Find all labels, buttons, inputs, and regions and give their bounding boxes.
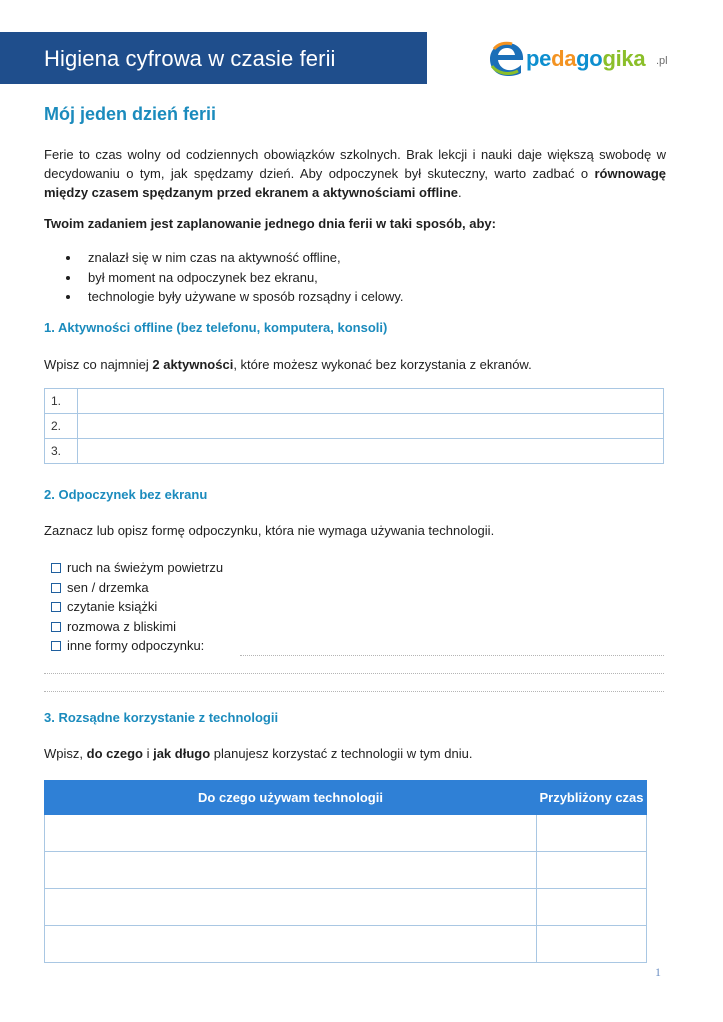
goals-list	[66, 248, 404, 307]
section-1-heading: 1. Aktywności offline (bez telefonu, komputera, konsoli)	[44, 320, 388, 335]
technology-usage-table	[44, 780, 647, 963]
column-header-purpose: Do czego używam technologii	[45, 781, 537, 815]
other-rest-write-line[interactable]	[44, 673, 664, 674]
table-row	[45, 439, 664, 464]
table-row	[45, 926, 647, 963]
list-item: technologie były używane w sposób rozsądny i celowy.	[66, 287, 404, 307]
row-number: 2.	[45, 414, 78, 439]
purpose-input-cell[interactable]	[45, 815, 537, 852]
checkbox-option[interactable]: inne formy odpoczynku:	[51, 636, 223, 656]
section-1-instruction: Wpisz co najmniej 2 aktywności, które możesz wykonać bez korzystania z ekranów.	[44, 357, 532, 372]
checkbox-option[interactable]: ruch na świeżym powietrzu	[51, 558, 223, 578]
epedagogika-logo	[488, 40, 678, 80]
checkbox-option[interactable]: sen / drzemka	[51, 578, 223, 598]
row-number: 1.	[45, 389, 78, 414]
purpose-input-cell[interactable]	[45, 852, 537, 889]
purpose-input-cell[interactable]	[45, 889, 537, 926]
activity-input-cell[interactable]	[78, 389, 664, 414]
other-rest-write-line[interactable]	[44, 691, 664, 692]
time-input-cell[interactable]	[537, 926, 647, 963]
table-row	[45, 889, 647, 926]
purpose-input-cell[interactable]	[45, 926, 537, 963]
page-title: Mój jeden dzień ferii	[44, 104, 217, 124]
time-input-cell[interactable]	[537, 852, 647, 889]
document-header-title: Higiena cyfrowa w czasie ferii	[44, 46, 336, 71]
section-2-instruction: Zaznacz lub opisz formę odpoczynku, która nie wymaga używania technologii.	[44, 523, 495, 538]
task-statement: Twoim zadaniem jest zaplanowanie jednego dnia ferii w taki sposób, aby:	[44, 216, 496, 231]
logo-domain-suffix: .pl	[656, 55, 668, 67]
list-item: znalazł się w nim czas na aktywność offline,	[66, 248, 404, 268]
checkbox-option[interactable]: rozmowa z bliskimi	[51, 617, 223, 637]
table-row	[45, 389, 664, 414]
table-header-row	[45, 781, 647, 815]
row-number: 3.	[45, 439, 78, 464]
table-row	[45, 852, 647, 889]
rest-options-list	[51, 558, 223, 656]
table-row	[45, 414, 664, 439]
activity-input-cell[interactable]	[78, 414, 664, 439]
page-number: 1	[655, 965, 661, 979]
checkbox-icon[interactable]	[51, 622, 61, 632]
logo-wordmark: pedagogika	[526, 46, 646, 71]
other-rest-write-line[interactable]	[240, 655, 664, 656]
time-input-cell[interactable]	[537, 889, 647, 926]
section-3-heading: 3. Rozsądne korzystanie z technologii	[44, 710, 279, 725]
checkbox-icon[interactable]	[51, 602, 61, 612]
checkbox-icon[interactable]	[51, 563, 61, 573]
activity-input-cell[interactable]	[78, 439, 664, 464]
section-3-instruction: Wpisz, do czego i jak długo planujesz korzystać z technologii w tym dniu.	[44, 746, 473, 761]
intro-paragraph: Ferie to czas wolny od codziennych obowiązków szkolnych. Brak lekcji i nauki daje większą swobodę w decydowaniu o tym, jak spędzamy dzień. Aby odpoczynek był skuteczny, warto zadbać o równowagę między czasem spędzanym przed ekranem a aktywnościami offline.	[44, 147, 666, 200]
section-2-heading: 2. Odpoczynek bez ekranu	[44, 487, 208, 502]
table-row	[45, 815, 647, 852]
offline-activities-table	[44, 388, 664, 464]
checkbox-icon[interactable]	[51, 641, 61, 651]
checkbox-icon[interactable]	[51, 583, 61, 593]
time-input-cell[interactable]	[537, 815, 647, 852]
column-header-time: Przybliżony czas	[537, 781, 647, 815]
list-item: był moment na odpoczynek bez ekranu,	[66, 268, 404, 288]
logo-e-icon	[488, 40, 526, 78]
header-banner	[0, 32, 427, 84]
checkbox-option[interactable]: czytanie książki	[51, 597, 223, 617]
